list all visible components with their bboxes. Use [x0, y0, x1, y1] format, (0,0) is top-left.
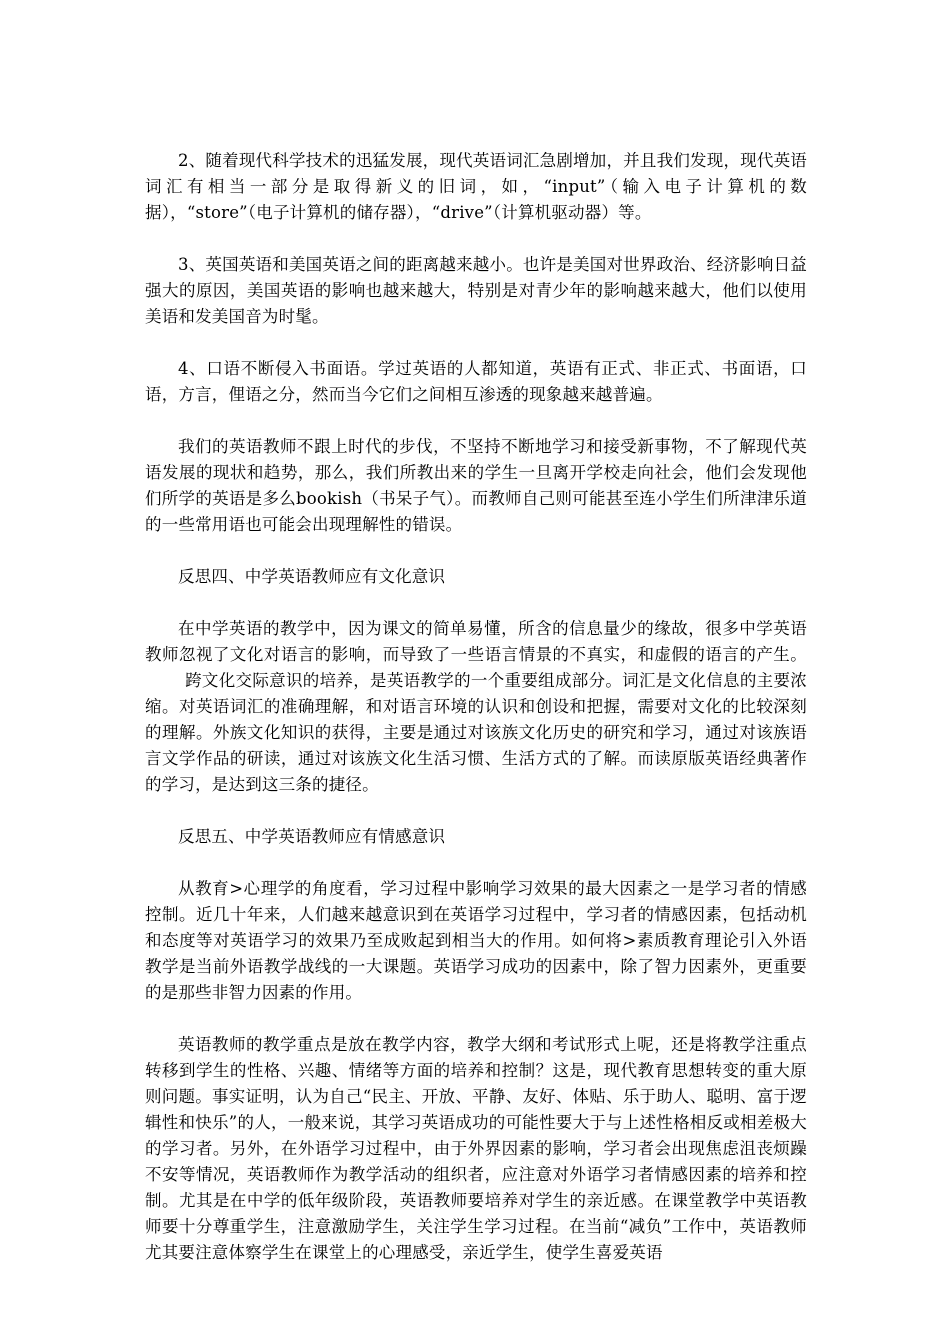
heading-reflection-4: 反思四、中学英语教师应有文化意识	[178, 567, 446, 586]
paragraph-point-2: 2、随着现代科学技术的迅猛发展，现代英语词汇急剧增加，并且我们发现，现代英语词汇有相当一部分是取得新义的旧词，如，“input”（输入电子计算机的数据），“store”（电子计算机的储存器），“drive”（计算机驱动器）等。	[145, 151, 807, 222]
heading-reflection-5: 反思五、中学英语教师应有情感意识	[178, 827, 446, 846]
paragraph-point-3: 3、英国英语和美国英语之间的距离越来越小。也许是美国对世界政治、经济影响日益强大的原因，美国英语的影响也越来越大，特别是对青少年的影响越来越大，他们以使用美语和发美国音为时髦。	[145, 255, 807, 326]
paragraph-cultural-awareness-part-2: 跨文化交际意识的培养，是英语教学的一个重要组成部分。词汇是文化信息的主要浓缩。对英语词汇的准确理解，和对语言环境的认识和创设和把握，需要对文化的比较深刻的理解。外族文化知识的获得，主要是通过对该族文化历史的研究和学习，通过对该族语言文学作品的研读，通过对该族文化生活习惯、生活方式的了解。而读原版英语经典著作的学习，是达到这三条的捷径。	[145, 671, 807, 794]
paragraph-cultural-awareness-part-1: 在中学英语的教学中，因为课文的简单易懂，所含的信息量少的缘故，很多中学英语教师忽视了文化对语言的影响，而导致了一些语言情景的不真实，和虚假的语言的产生。	[145, 619, 807, 664]
paragraph-psychology: 从教育>心理学的角度看，学习过程中影响学习效果的最大因素之一是学习者的情感控制。近几十年来，人们越来越意识到在英语学习过程中，学习者的情感因素，包括动机和态度等对英语学习的效果乃至成败起到相当大的作用。如何将>素质教育理论引入外语教学是当前外语教学战线的一大课题。英语学习成功的因素中，除了智力因素外，更重要的是那些非智力因素的作用。	[145, 879, 807, 1002]
paragraph-cultural-awareness	[145, 616, 807, 798]
document-body	[145, 148, 807, 1292]
paragraph-teacher-keep-up: 我们的英语教师不跟上时代的步伐，不坚持不断地学习和接受新事物，不了解现代英语发展的现状和趋势，那么，我们所教出来的学生一旦离开学校走向社会，他们会发现他们所学的英语是多么bookish（书呆子气）。而教师自己则可能甚至连小学生们所津津乐道的一些常用语也可能会出现理解性的错误。	[145, 437, 807, 534]
paragraph-teaching-focus: 英语教师的教学重点是放在教学内容，教学大纲和考试形式上呢，还是将教学注重点转移到学生的性格、兴趣、情绪等方面的培养和控制？这是，现代教育思想转变的重大原则问题。事实证明，认为自己“民主、开放、平静、友好、体贴、乐于助人、聪明、富于逻辑性和快乐”的人，一般来说，其学习英语成功的可能性要大于与上述性格相反或相差极大的学习者。另外，在外语学习过程中，由于外界因素的影响，学习者会出现焦虑沮丧烦躁不安等情况，英语教师作为教学活动的组织者，应注意对外语学习者情感因素的培养和控制。尤其是在中学的低年级阶段，英语教师要培养对学生的亲近感。在课堂教学中英语教师要十分尊重学生，注意激励学生，关注学生学习过程。在当前“减负”工作中，英语教师尤其要注意体察学生在课堂上的心理感受，亲近学生，使学生喜爱英语	[145, 1035, 807, 1262]
paragraph-point-4: 4、口语不断侵入书面语。学过英语的人都知道，英语有正式、非正式、书面语，口语，方言，俚语之分，然而当今它们之间相互渗透的现象越来越普遍。	[145, 359, 807, 404]
